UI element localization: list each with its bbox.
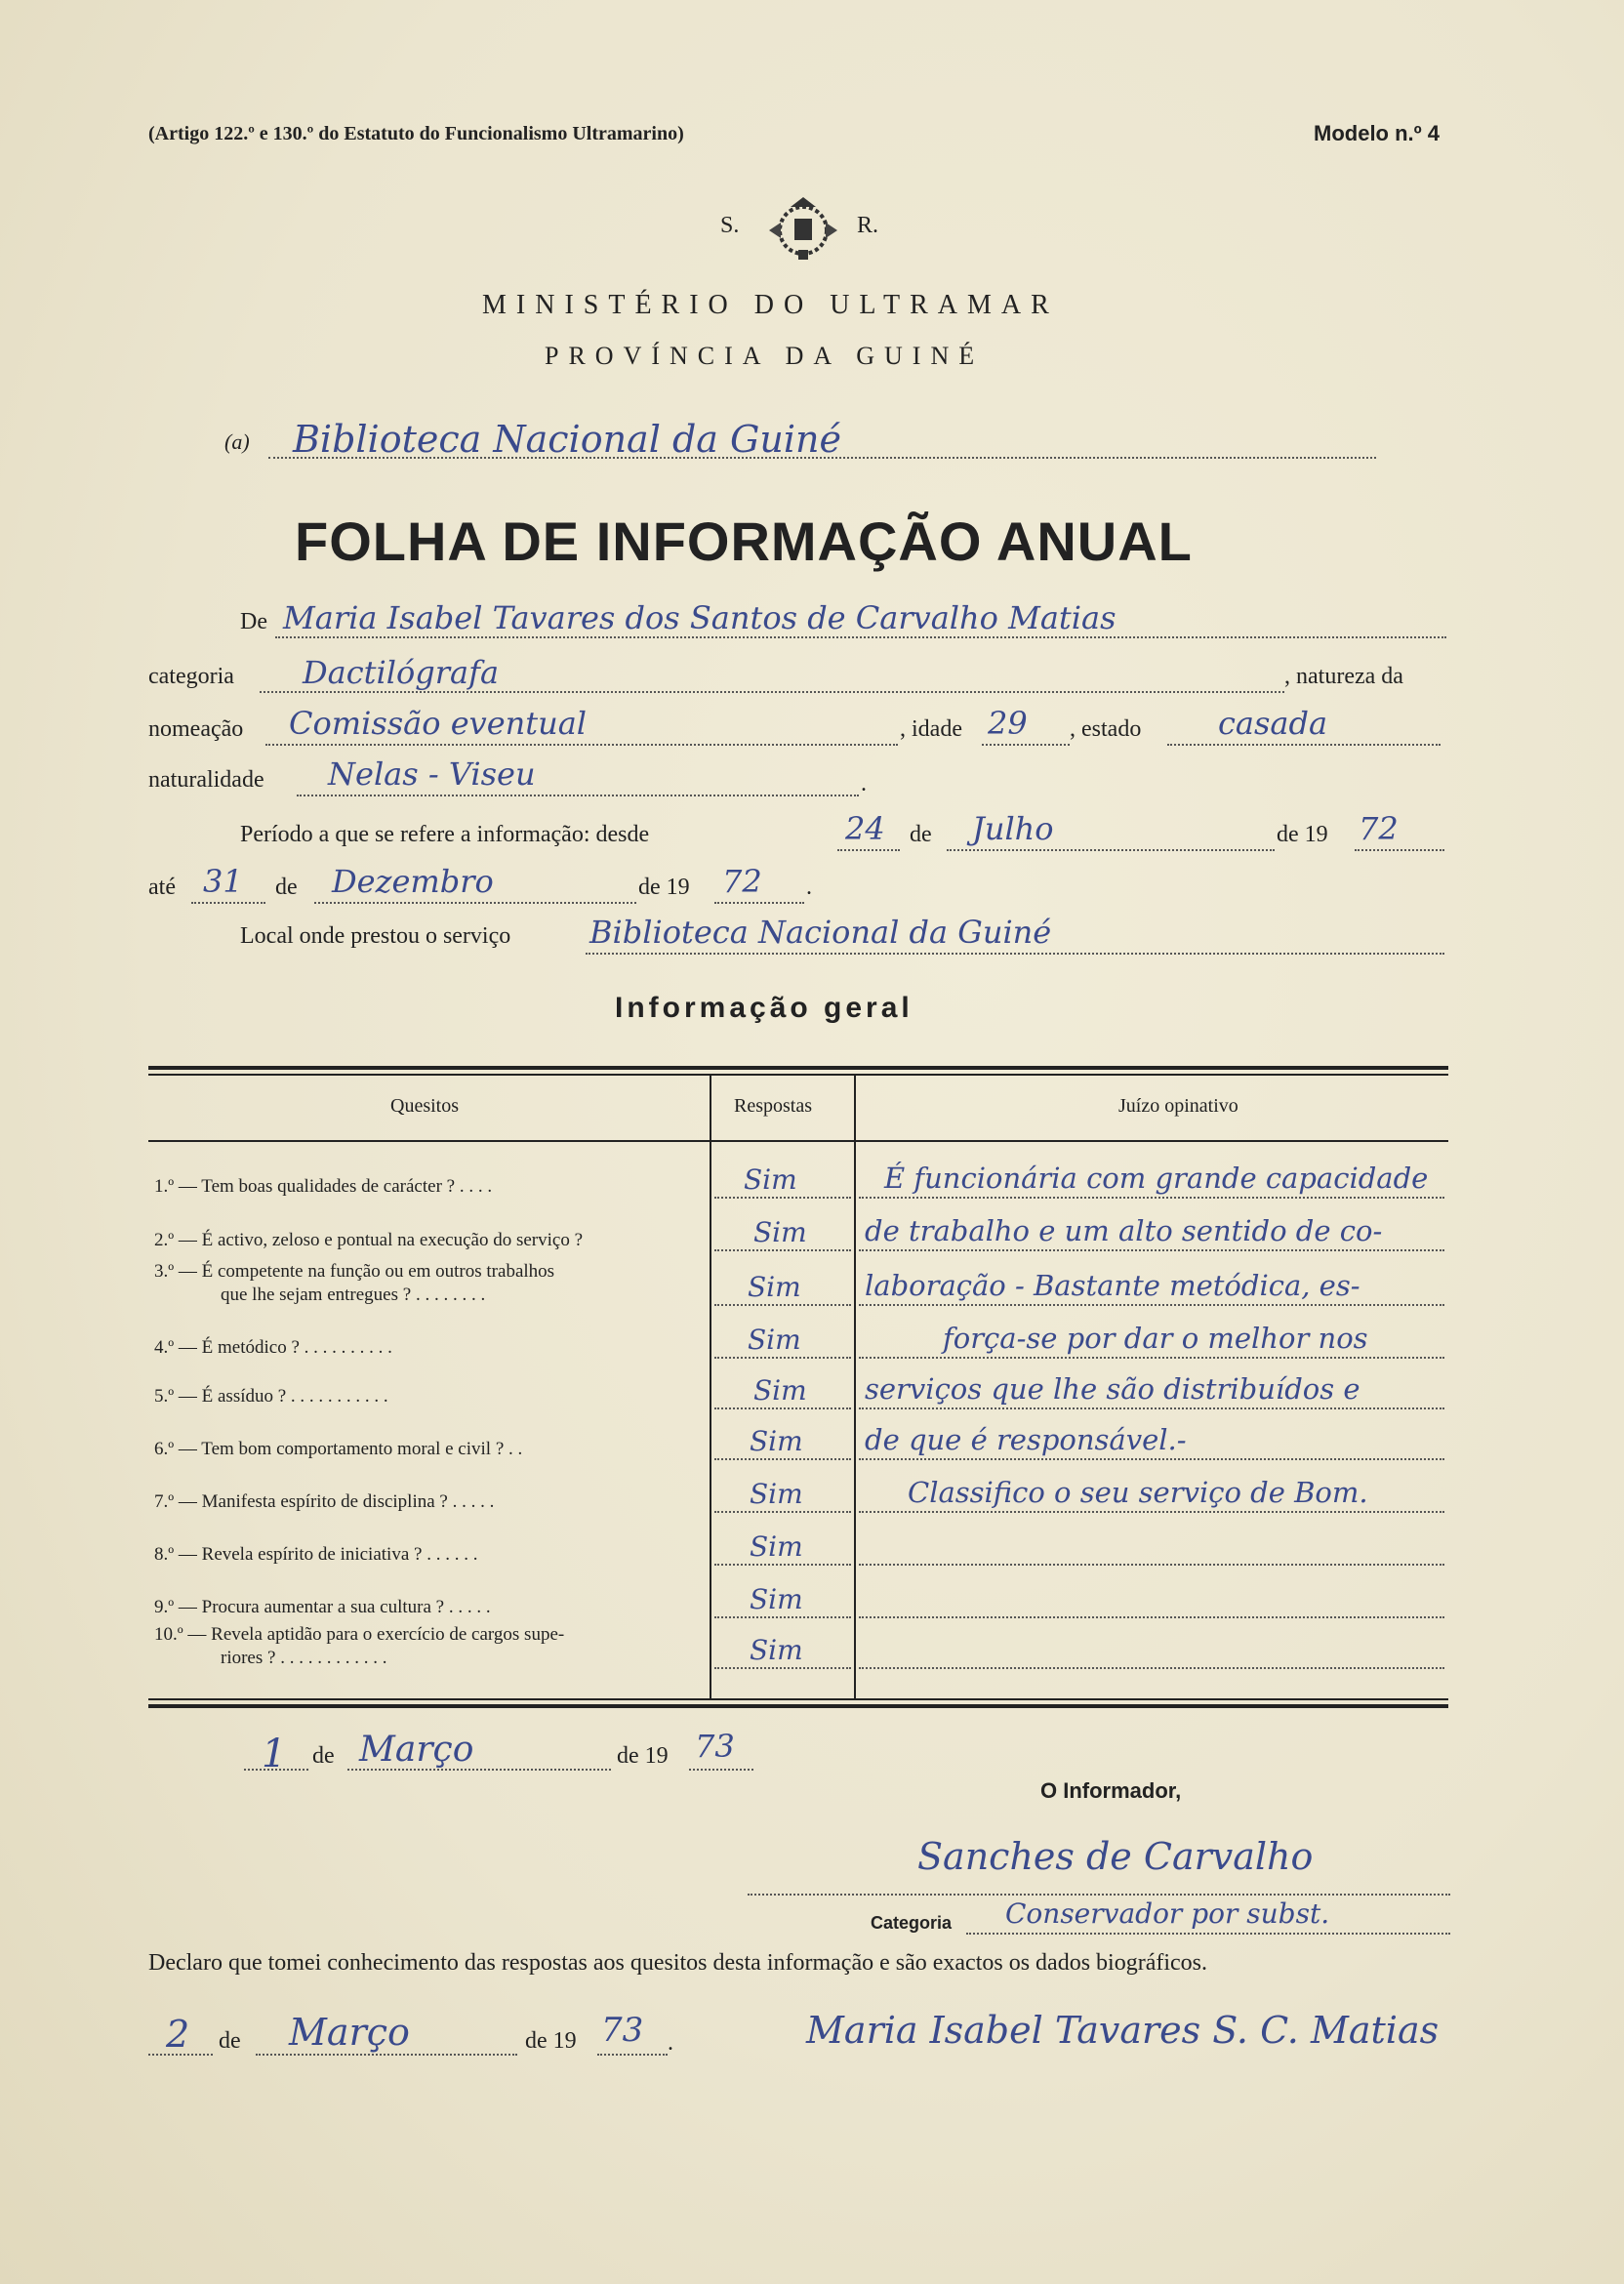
answer-9: Sim: [750, 1583, 803, 1615]
estado-value: casada: [1218, 705, 1328, 742]
province-heading: PROVÍNCIA DA GUINÉ: [545, 342, 985, 370]
informador-label: O Informador,: [1040, 1778, 1182, 1803]
sr-right: R.: [857, 213, 879, 238]
question-4: 4.º — É metódico ? . . . . . . . . . .: [154, 1337, 392, 1358]
answer-5: Sim: [753, 1374, 807, 1407]
col-juizo: Juízo opinativo: [1118, 1095, 1238, 1117]
ate-de-label: de: [275, 875, 298, 900]
naturalidade-value: Nelas - Viseu: [328, 755, 536, 793]
question-10-cont: riores ? . . . . . . . . . . . .: [221, 1648, 387, 1668]
question-6: 6.º — Tem bom comportamento moral e civil ? . .: [154, 1439, 523, 1459]
ate-month: Dezembro: [332, 863, 494, 900]
question-3: 3.º — É competente na função ou em outros trabalhos: [154, 1261, 555, 1282]
section-title: Informação geral: [615, 992, 914, 1024]
question-3-cont: que lhe sejam entregues ? . . . . . . . .: [221, 1285, 486, 1305]
juizo-line-1: É funcionária com grande capacidade: [884, 1162, 1429, 1195]
idade-value: 29: [988, 705, 1028, 742]
desde-day: 24: [845, 810, 885, 847]
de-label: De: [240, 609, 267, 634]
juizo-line-4: força-se por dar o melhor nos: [943, 1322, 1368, 1355]
answer-3: Sim: [748, 1271, 801, 1303]
answer-8: Sim: [750, 1530, 803, 1563]
question-1: 1.º — Tem boas qualidades de carácter ? . . . .: [154, 1176, 493, 1197]
juizo-line-5: serviços que lhe são distribuídos e: [865, 1372, 1360, 1406]
juizo-line-6: de que é responsável.-: [865, 1423, 1187, 1456]
nomeacao-label: nomeação: [148, 716, 244, 742]
naturalidade-label: naturalidade: [148, 767, 264, 793]
categoria-value: Dactilógrafa: [303, 654, 500, 691]
answer-7: Sim: [750, 1478, 803, 1510]
col-quesitos: Quesitos: [390, 1095, 459, 1117]
decl-date-de19: de 19: [525, 2028, 577, 2054]
question-7: 7.º — Manifesta espírito de disciplina ? . . . . .: [154, 1491, 495, 1512]
answer-2: Sim: [753, 1216, 807, 1248]
nomeacao-value: Comissão eventual: [289, 705, 588, 742]
declaration-text: Declaro que tomei conhecimento das respostas aos quesitos desta informação e são exactos os dados biográficos.: [148, 1950, 1208, 1976]
categoria-label: categoria: [148, 664, 234, 689]
question-5: 5.º — É assíduo ? . . . . . . . . . . .: [154, 1386, 388, 1407]
question-8: 8.º — Revela espírito de iniciativa ? . . . . . .: [154, 1544, 478, 1565]
decl-date-year: 73: [601, 2011, 644, 2050]
form-title: FOLHA DE INFORMAÇÃO ANUAL: [295, 510, 1193, 572]
juizo-line-3: laboração - Bastante metódica, es-: [865, 1269, 1360, 1302]
info-date-month: Março: [359, 1730, 474, 1770]
ate-day: 31: [203, 863, 243, 900]
declarant-signature: Maria Isabel Tavares S. C. Matias: [806, 2009, 1440, 2052]
periodo-label: Período a que se refere a informação: desde: [240, 822, 650, 847]
decl-date-month: Março: [289, 2011, 410, 2054]
answer-4: Sim: [748, 1324, 801, 1356]
juizo-line-2: de trabalho e um alto sentido de co-: [865, 1214, 1383, 1247]
categoria-footer-value: Conservador por subst.: [1005, 1897, 1330, 1930]
sr-left: S.: [720, 213, 740, 238]
natureza-label: , natureza da: [1284, 664, 1403, 689]
informador-signature: Sanches de Carvalho: [917, 1835, 1314, 1878]
idade-label: , idade: [900, 716, 962, 742]
a-marker: (a): [224, 429, 250, 454]
col-respostas: Respostas: [734, 1095, 812, 1117]
model-number: Modelo n.º 4: [1314, 121, 1441, 145]
ate-year: 72: [722, 863, 762, 900]
categoria-footer-label: Categoria: [871, 1913, 953, 1933]
question-10: 10.º — Revela aptidão para o exercício de cargos supe-: [154, 1624, 565, 1645]
desde-de-label: de: [910, 822, 932, 847]
juizo-line-7: Classifico o seu serviço de Bom.: [908, 1476, 1368, 1509]
office-handwritten: Biblioteca Nacional da Guiné: [293, 418, 841, 461]
desde-month: Julho: [972, 810, 1054, 847]
local-label: Local onde prestou o serviço: [240, 923, 511, 949]
article-reference: (Artigo 122.º e 130.º do Estatuto do Funcionalismo Ultramarino): [148, 123, 684, 144]
info-date-day: 1: [262, 1732, 287, 1776]
question-9: 9.º — Procura aumentar a sua cultura ? . . . . .: [154, 1597, 491, 1617]
answer-6: Sim: [750, 1425, 803, 1457]
info-date-year: 73: [695, 1728, 735, 1765]
desde-de19: de 19: [1277, 822, 1328, 847]
desde-year: 72: [1359, 810, 1399, 847]
decl-date-de: de: [219, 2028, 241, 2054]
employee-name: Maria Isabel Tavares dos Santos de Carvalho Matias: [283, 599, 1116, 636]
answer-10: Sim: [750, 1634, 803, 1666]
coat-of-arms-icon: [761, 193, 845, 264]
decl-date-day: 2: [166, 2013, 190, 2056]
answer-1: Sim: [744, 1163, 797, 1196]
ate-label: até: [148, 875, 176, 900]
estado-label: , estado: [1070, 716, 1142, 742]
question-2: 2.º — É activo, zeloso e pontual na execução do serviço ?: [154, 1230, 584, 1250]
ate-de19: de 19: [638, 875, 690, 900]
local-value: Biblioteca Nacional da Guiné: [589, 914, 1052, 951]
ministry-heading: MINISTÉRIO DO ULTRAMAR: [482, 290, 1059, 320]
info-date-de19: de 19: [617, 1743, 669, 1769]
info-date-de: de: [312, 1743, 335, 1769]
